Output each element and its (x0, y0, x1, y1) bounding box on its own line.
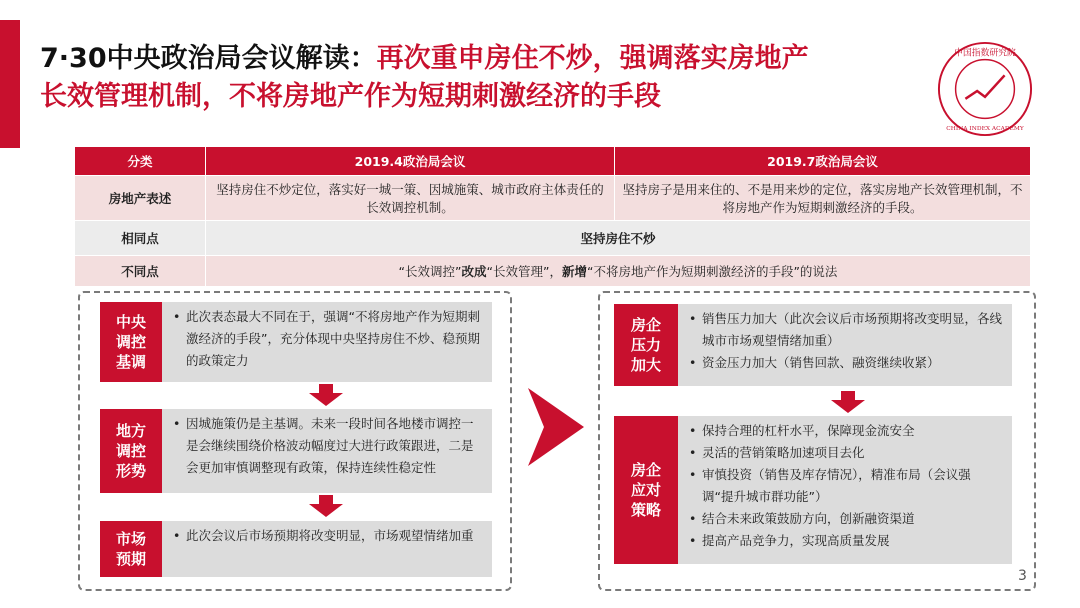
tag-market-expectation: 市场 预期 (100, 521, 162, 577)
bullet-text: • 提高产品竞争力，实现高质量发展 (702, 530, 1002, 552)
diff-text-2: 改成 (461, 264, 487, 279)
box-developer-pressure (678, 304, 1012, 386)
down-arrow-icon (831, 391, 865, 413)
svg-text:中国指数研究院: 中国指数研究院 (954, 48, 1016, 59)
down-arrow-icon (309, 495, 343, 517)
header-april: 2019.4政治局会议 (206, 147, 615, 176)
table-header-row (75, 147, 1031, 176)
bullet-text: • 因城施策仍是主基调。未来一段时间各地楼市调控一是会继续围绕价格波动幅度过大进行政策跟进，二是会更加审慎调整现有政策，保持连续性稳定性 (186, 413, 482, 479)
bullet-text: • 此次会议后市场预期将改变明显，市场观望情绪加重 (186, 525, 482, 547)
right-arrow-icon (528, 388, 584, 466)
title-prefix: 7·30中央政治局会议解读： (40, 43, 377, 74)
cell-april-desc: 坚持房住不炒定位，落实好一城一策、因城施策、城市政府主体责任的长效调控机制。 (206, 176, 615, 221)
accent-bar (0, 20, 20, 148)
diff-text-3: “长效管理”， (486, 264, 562, 279)
bullet-text: • 审慎投资（销售及库存情况），精准布局（会议强调“提升城市群功能”） (702, 464, 1002, 508)
title-highlight-1: 再次重申房住不炒，强调落实房地产 (376, 43, 809, 74)
page-number: 3 (1018, 568, 1027, 584)
cell-july-desc: 坚持房子是用来住的、不是用来炒的定位，落实房地产长效管理机制，不将房地产作为短期刺激经济的手段。 (615, 176, 1031, 221)
bullet-text: • 此次表态最大不同在于，强调“不将房地产作为短期刺激经济的手段”，充分体现中央坚持房住不炒、稳预期的政策定力 (186, 306, 482, 372)
table-row (75, 256, 1031, 287)
row-label-same: 相同点 (75, 221, 206, 256)
box-local-situation (162, 409, 492, 493)
box-market-expectation (162, 521, 492, 577)
header-july: 2019.7政治局会议 (615, 147, 1031, 176)
bullet-text: • 灵活的营销策略加速项目去化 (702, 442, 1002, 464)
title-highlight-2: 长效管理机制，不将房地产作为短期刺激经济的手段 (40, 81, 661, 112)
diff-text-1: “长效调控” (398, 264, 462, 279)
table-row (75, 221, 1031, 256)
diff-text-4: 新增 (561, 264, 587, 279)
china-index-academy-logo (936, 40, 1034, 138)
cell-same-value: 坚持房住不炒 (206, 221, 1031, 256)
bullet-text: • 资金压力加大（销售回款、融资继续收紧） (702, 352, 1002, 374)
tag-local-situation: 地方 调控 形势 (100, 409, 162, 493)
tag-developer-strategy: 房企 应对 策略 (614, 416, 678, 564)
diff-text-5: “不将房地产作为短期刺激经济的手段”的说法 (586, 264, 838, 279)
table-row (75, 176, 1031, 221)
tag-developer-pressure: 房企 压力 加大 (614, 304, 678, 386)
row-label-desc: 房地产表述 (75, 176, 206, 221)
box-developer-strategy (678, 416, 1012, 564)
down-arrow-icon (309, 384, 343, 406)
cell-diff-value (206, 256, 1031, 287)
tag-central-policy: 中央 调控 基调 (100, 302, 162, 382)
header-category: 分类 (75, 147, 206, 176)
page-title (40, 40, 910, 116)
bullet-text: • 保持合理的杠杆水平，保障现金流安全 (702, 420, 1002, 442)
bullet-text: • 结合未来政策鼓励方向，创新融资渠道 (702, 508, 1002, 530)
comparison-table (74, 146, 1031, 287)
row-label-diff: 不同点 (75, 256, 206, 287)
box-central-policy (162, 302, 492, 382)
svg-text:CHINA INDEX ACADEMY: CHINA INDEX ACADEMY (946, 126, 1024, 133)
bullet-text: • 销售压力加大（此次会议后市场预期将改变明显，各线城市市场观望情绪加重） (702, 308, 1002, 352)
